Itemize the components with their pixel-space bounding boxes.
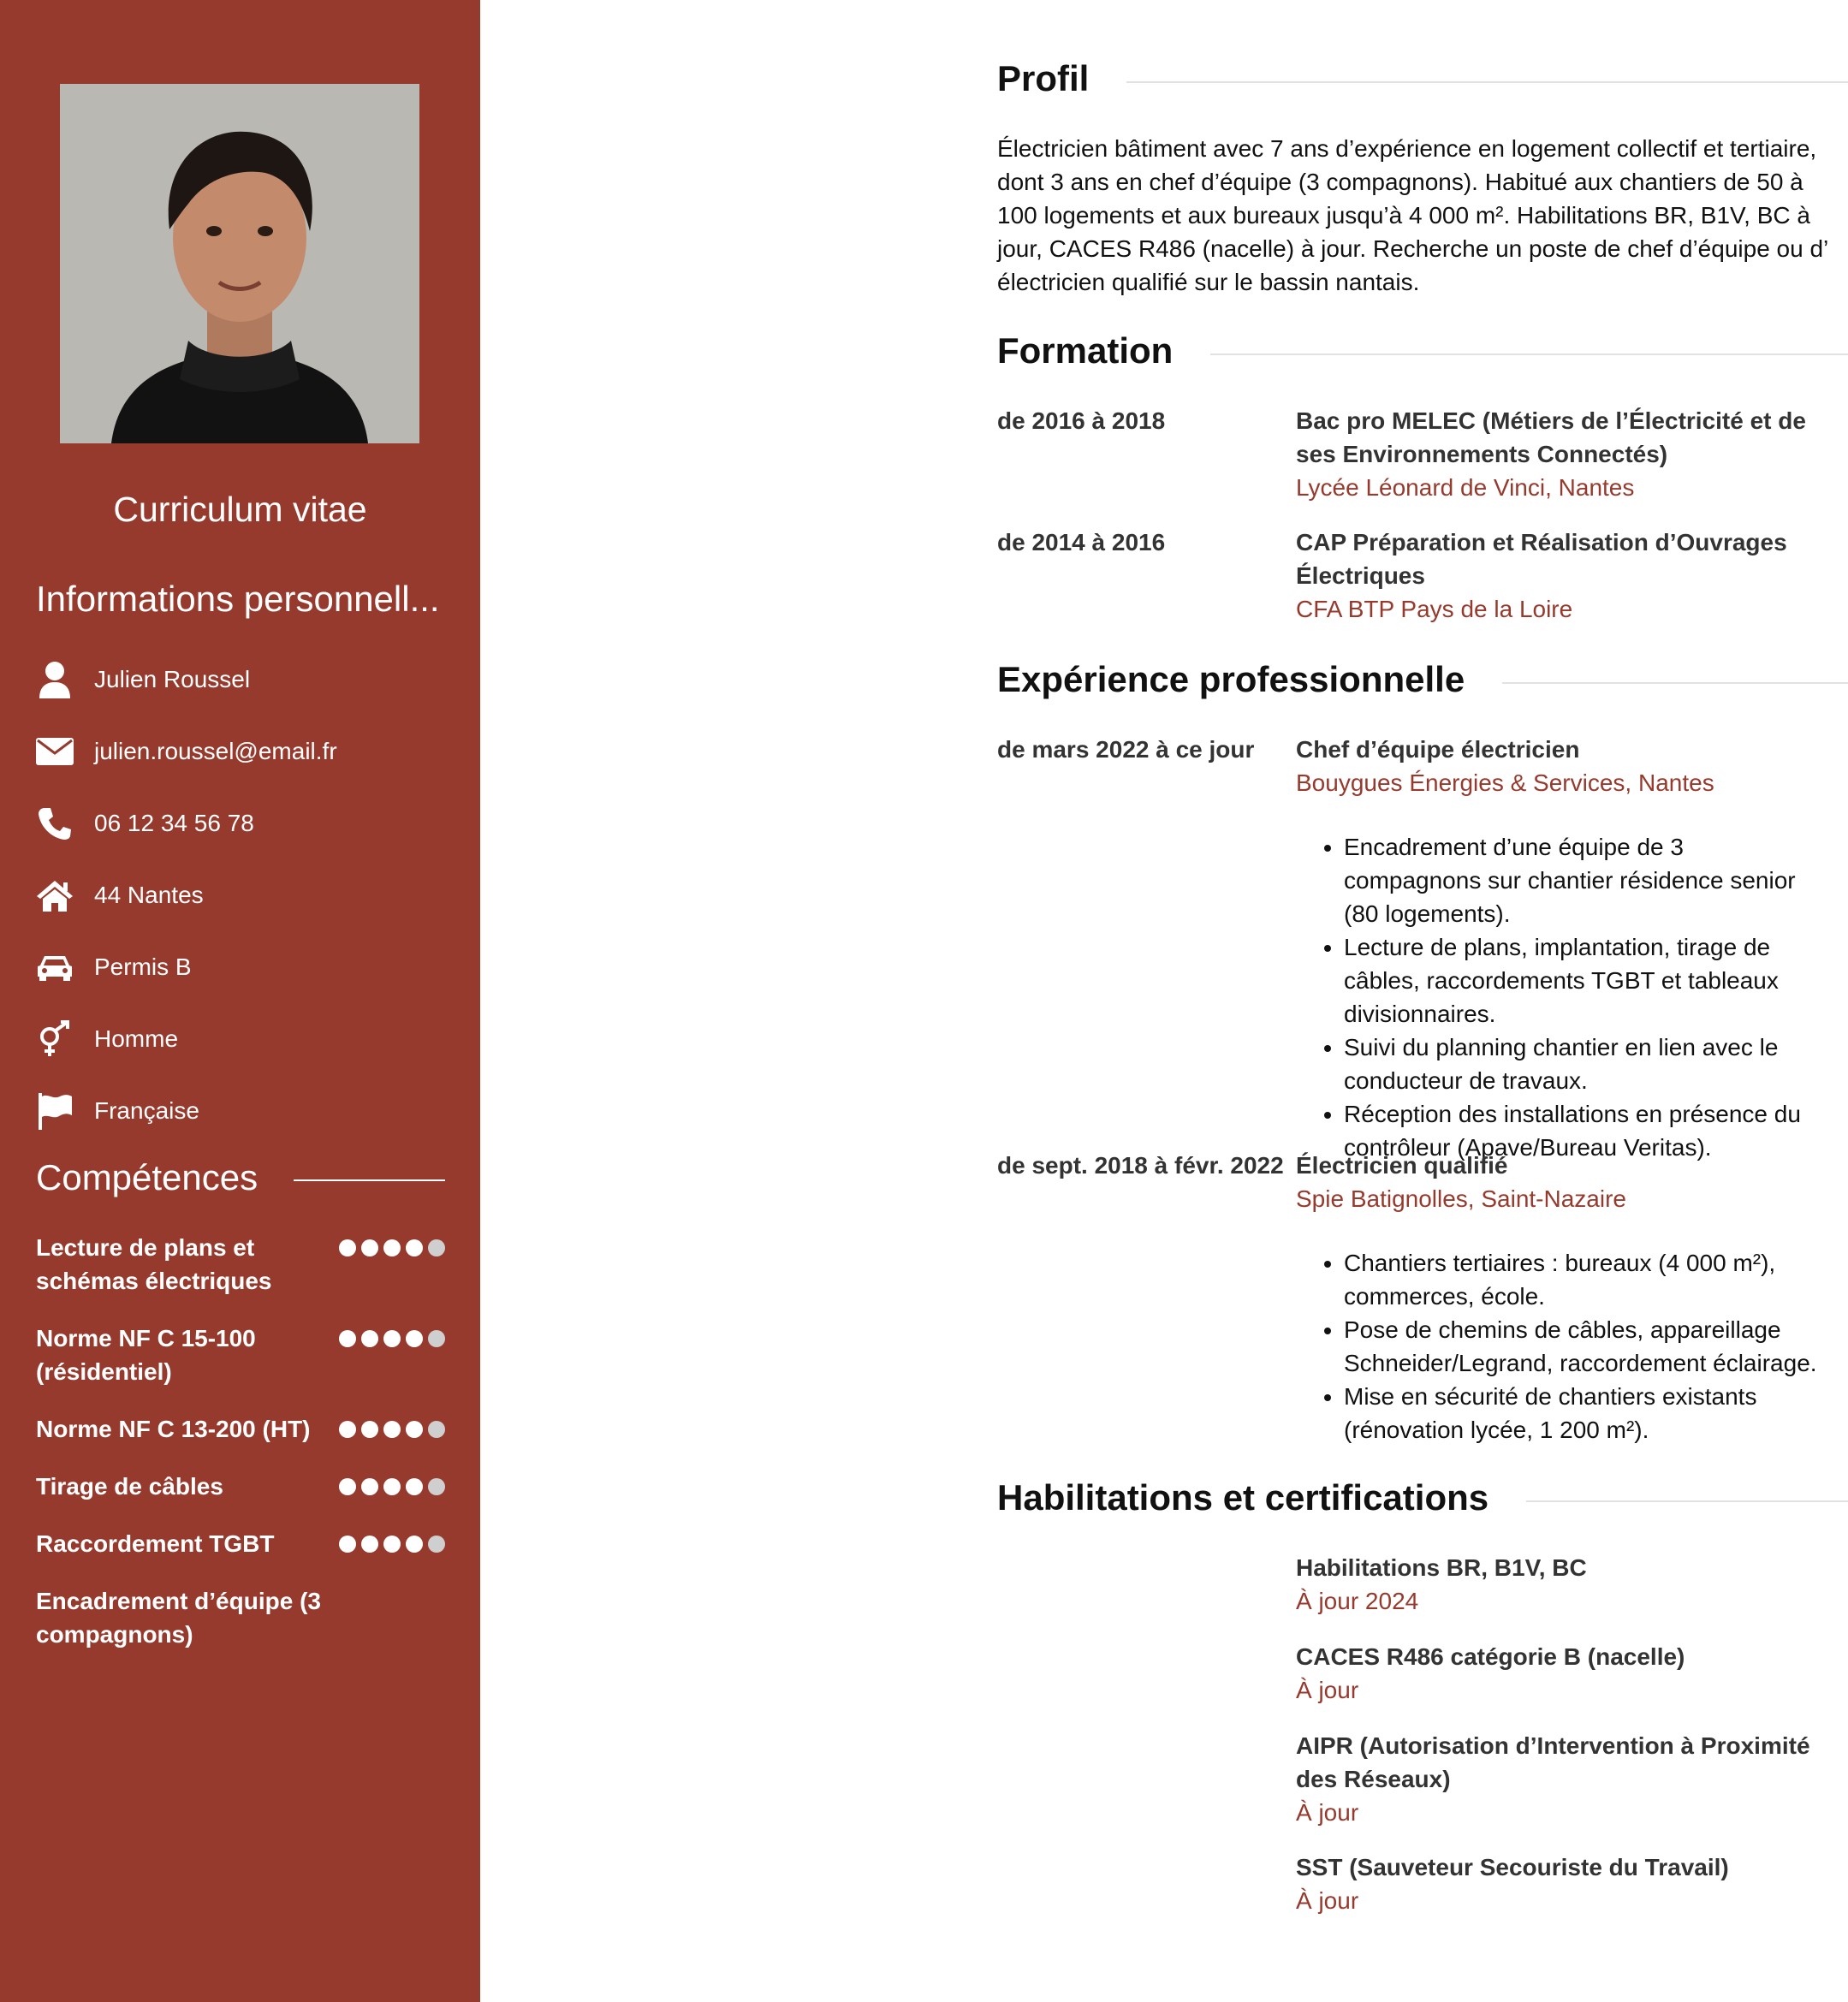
certification-entry	[997, 1729, 1848, 1829]
personal-info-list	[34, 644, 462, 1147]
divider	[1210, 353, 1848, 355]
experience-entry	[997, 733, 1848, 1164]
flag-icon	[34, 1090, 75, 1132]
skill-item: Raccordement TGBT	[36, 1527, 445, 1560]
entry-date: de 2014 à 2016	[997, 529, 1166, 555]
entry-status: À jour	[1296, 1887, 1359, 1914]
entry-status: À jour	[1296, 1799, 1359, 1826]
divider	[1526, 1500, 1848, 1502]
education-entry	[997, 404, 1848, 504]
entry-title: CAP Préparation et Réalisation d’Ouvrages Électriques	[1296, 529, 1787, 589]
divider	[1126, 81, 1848, 83]
skill-item: Tirage de câbles	[36, 1470, 445, 1503]
skills-heading: Compétences	[36, 1157, 445, 1198]
profile-heading: Profil	[997, 58, 1848, 99]
entry-title: CACES R486 catégorie B (nacelle)	[1296, 1643, 1685, 1670]
divider	[1502, 682, 1848, 684]
skill-rating	[339, 1231, 445, 1256]
skill-item: Norme NF C 15-100 (résidentiel)	[36, 1322, 445, 1388]
info-phone: 06 12 34 56 78	[34, 787, 462, 859]
task-item: • Mise en sécurité de chantiers existants (rénovation lycée, 1 200 m²).	[1344, 1380, 1827, 1447]
car-icon	[34, 947, 75, 988]
entry-company: Bouygues Énergies & Services, Nantes	[1296, 769, 1714, 796]
skill-item: Encadrement d’équipe (3 compagnons)	[36, 1588, 321, 1648]
entry-date: de mars 2022 à ce jour	[997, 736, 1255, 763]
info-nationality: Française	[34, 1075, 462, 1147]
entry-status: À jour 2024	[1296, 1588, 1419, 1614]
entry-title: Chef d’équipe électricien	[1296, 736, 1580, 763]
home-icon	[34, 875, 75, 916]
entry-place: Lycée Léonard de Vinci, Nantes	[1296, 474, 1635, 501]
experience-heading: Expérience professionnelle	[997, 659, 1848, 700]
task-list	[1296, 1246, 1827, 1447]
divider	[294, 1179, 445, 1181]
entry-date: de sept. 2018 à févr. 2022	[997, 1152, 1284, 1179]
skill-rating	[339, 1412, 445, 1438]
certification-entry	[997, 1551, 1848, 1618]
cv-title: Curriculum vitae	[113, 490, 367, 529]
main-content	[480, 0, 1828, 2002]
envelope-icon	[34, 731, 75, 772]
entry-place: CFA BTP Pays de la Loire	[1296, 596, 1573, 622]
task-item: • Réception des installations en présence du contrôleur (Apave/Bureau Veritas).	[1344, 1097, 1827, 1164]
info-license: Permis B	[34, 931, 462, 1003]
task-item: • Encadrement d’une équipe de 3 compagnons sur chantier résidence senior (80 logements).	[1344, 830, 1827, 930]
task-item: • Pose de chemins de câbles, appareillage Schneider/Legrand, raccordement éclairage.	[1344, 1313, 1827, 1380]
info-name: Julien Roussel	[34, 644, 462, 716]
entry-title: SST (Sauveteur Secouriste du Travail)	[1296, 1854, 1729, 1880]
task-item: • Lecture de plans, implantation, tirage de câbles, raccordements TGBT et tableaux divisionnaires.	[1344, 930, 1827, 1031]
profile-text: Électricien bâtiment avec 7 ans d’expérience en logement collectif et tertiaire, dont 3 ans en chef d’équipe (3 compagnons). Habitué aux chantiers de 50 à 100 logements et aux bureaux jusqu’à 4 000 m². Habilitations BR, B1V, BC à jour, CACES R486 (nacelle) à jour. Recherche un poste de chef d’équipe ou d’ électricien qualifié sur le bassin nantais.	[997, 135, 1828, 295]
certification-entry	[997, 1640, 1848, 1707]
entry-title: Habilitations BR, B1V, BC	[1296, 1554, 1587, 1581]
info-address: 44 Nantes	[34, 859, 462, 931]
user-icon	[34, 659, 75, 700]
certifications-heading: Habilitations et certifications	[997, 1477, 1848, 1518]
task-list	[1296, 830, 1827, 1164]
certification-entry	[997, 1851, 1848, 1917]
entry-title: Bac pro MELEC (Métiers de l’Électricité et de ses Environnements Connectés)	[1296, 407, 1806, 467]
personal-info-heading: Informations personnell...	[36, 579, 440, 619]
info-email: julien.roussel@email.fr	[34, 716, 462, 787]
education-heading: Formation	[997, 330, 1848, 371]
skill-item: Lecture de plans et schémas électriques	[36, 1231, 445, 1298]
skill-rating	[339, 1322, 445, 1347]
skill-item: Norme NF C 13-200 (HT)	[36, 1412, 445, 1446]
entry-date: de 2016 à 2018	[997, 407, 1166, 434]
skill-rating	[339, 1527, 445, 1553]
skill-rating	[339, 1470, 445, 1495]
sidebar	[0, 0, 480, 2002]
phone-icon	[34, 803, 75, 844]
education-entry	[997, 526, 1848, 626]
entry-company: Spie Batignolles, Saint-Nazaire	[1296, 1185, 1626, 1212]
entry-status: À jour	[1296, 1677, 1359, 1703]
skills-list	[36, 1231, 445, 1675]
experience-entry	[997, 1149, 1848, 1447]
gender-icon	[34, 1019, 75, 1060]
entry-title: AIPR (Autorisation d’Intervention à Proximité des Réseaux)	[1296, 1732, 1810, 1792]
task-item: • Suivi du planning chantier en lien avec le conducteur de travaux.	[1344, 1031, 1827, 1097]
profile-photo	[60, 84, 419, 443]
info-gender: Homme	[34, 1003, 462, 1075]
task-item: • Chantiers tertiaires : bureaux (4 000 m²), commerces, école.	[1344, 1246, 1827, 1313]
entry-title: Électricien qualifié	[1296, 1152, 1508, 1179]
